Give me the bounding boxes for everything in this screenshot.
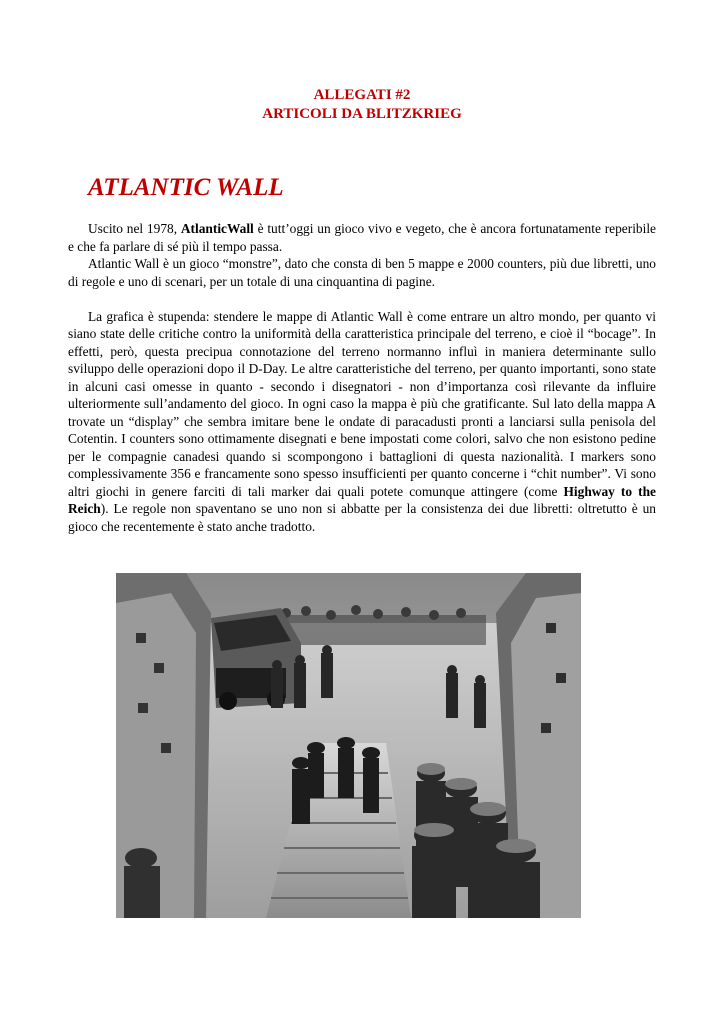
p3-text-a: La grafica è stupenda: stendere le mappe di Atlantic Wall è come entrare un altro mondo, per quanto vi siano state delle critiche contro la uniformità della caratteristica principale del terreno, e cioè il “bocage”. In effetti, però, questa precipua connotazione del terreno normanno influì in maniera determinante sullo sviluppo delle operazioni dopo il D-Day. Le altre caratteristiche del terreno, per quanto importanti, sono state in alcuni casi omesse in quanto - secondo i disegnatori - non d’importanza così rilevante da influire ulteriormente sull’andamento del gioco. In ogni caso la mappa è più che gratificante. Sul lato della mappa A trovate un “display” che sembra imitare bene le ondate di paracadusti pronti a lanciarsi sulla penisola del Cotentin. I counters sono ottimamente disegnati e bene impostati come colori, salvo che non esistono pedine per le compagnie canadesi quando si scompongono i battaglioni di questa nazionalità. I markers sono complessivamente 356 e francamente sono spesso insufficienti per quanto concerne i “chit number”. Vi sono altri giochi in genere farciti di tali marker dai quali potete comunque attingere (come [68, 308, 656, 499]
landing-craft-photo [116, 573, 581, 918]
header-line-2: ARTICOLI DA BLITZKRIEG [262, 106, 462, 122]
p1-text-a: Uscito nel 1978, [88, 221, 181, 236]
truck-shape [211, 608, 301, 710]
paragraph-1 [68, 220, 656, 255]
p1-text-c: è tutt’oggi un gioco vivo e vegeto, che è ancora fortunatamente reperibile e che fa parlare di sé più il tempo passa. [68, 221, 656, 254]
article-title: ATLANTIC WALL [88, 174, 284, 201]
page-header [0, 86, 724, 124]
p3-text-c: ). Le regole non spaventano se uno non si abbatte per la consistenza dei due libretti: oltretutto è un gioco che recentemente è stato anche tradotto. [68, 501, 656, 534]
article-body [68, 220, 656, 535]
paragraph-3 [68, 308, 656, 536]
header-line-1: ALLEGATI #2 [313, 87, 411, 103]
p1-game-name: AtlanticWall [180, 221, 254, 236]
paragraph-2: Atlantic Wall è un gioco “monstre”, dato che consta di ben 5 mappe e 2000 counters, più due libretti, uno di regole e uno di scenari, per un totale di una cinquantina di pagine. [68, 256, 656, 289]
p3-game-name: Highway to the Reich [68, 483, 656, 516]
